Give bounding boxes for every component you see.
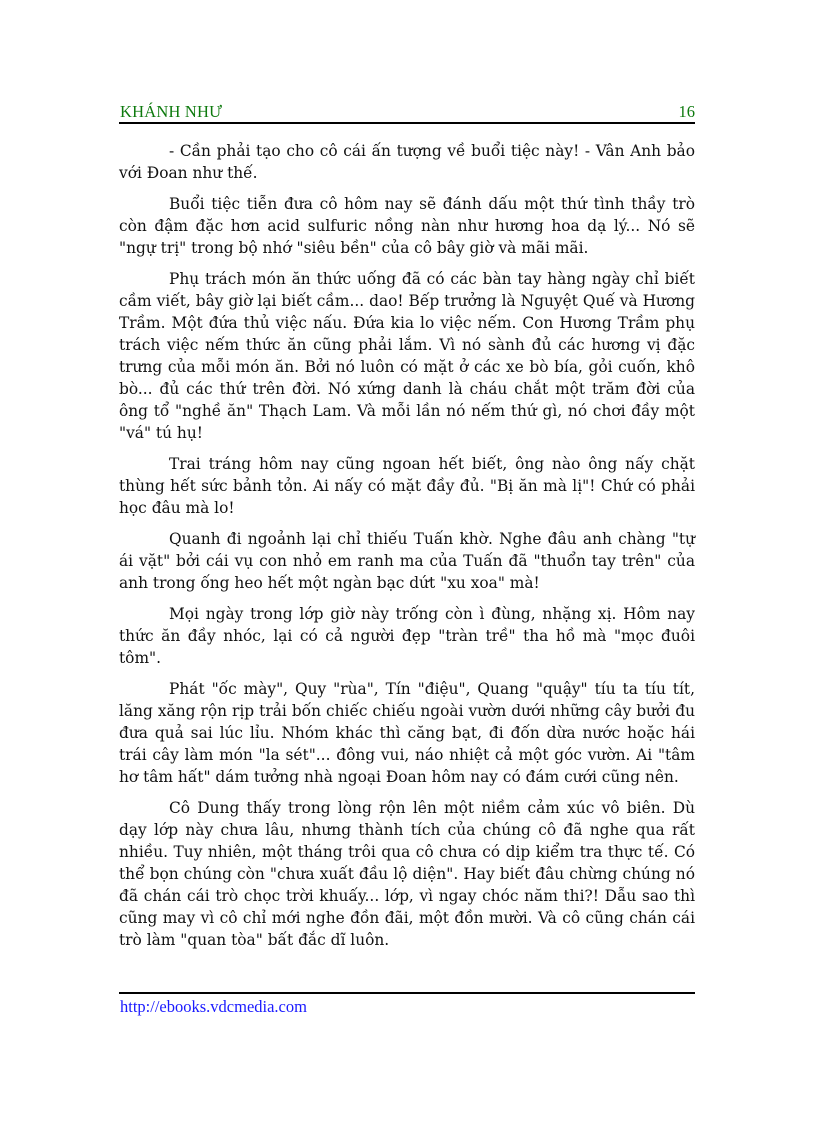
paragraph: - Cần phải tạo cho cô cái ấn tượng về buổi tiệc này! - Vân Anh bảo với Đoan như thế. <box>119 142 695 182</box>
footer-website-link[interactable]: http://ebooks.vdcmedia.com <box>120 997 307 1016</box>
page-header <box>119 100 695 124</box>
paragraph: Trai tráng hôm nay cũng ngoan hết biết, ông nào ông nấy chặt thùng hết sức bảnh tỏn. Ai nấy có mặt đầy đủ. "Bị ăn mà lị"! Chứ có phải học đâu mà lo! <box>119 455 695 517</box>
paragraph: Buổi tiệc tiễn đưa cô hôm nay sẽ đánh dấu một thứ tình thầy trò còn đậm đặc hơn acid sulfuric nồng nàn như hương hoa dạ lý... Nó sẽ "ngự trị" trong bộ nhớ "siêu bền" của cô bây giờ và mãi mãi. <box>119 195 695 257</box>
paragraph: Mọi ngày trong lớp giờ này trống còn ì đùng, nhặng xị. Hôm nay thức ăn đầy nhóc, lại có cả người đẹp "tràn trề" tha hồ mà "mọc đuôi tôm". <box>119 605 695 667</box>
body-text <box>119 140 695 960</box>
paragraph: Quanh đi ngoảnh lại chỉ thiếu Tuấn khờ. Nghe đâu anh chàng "tự ái vặt" bởi cái vụ con nhỏ em ranh ma của Tuấn đã "thuổn tay trên" của anh trong ống heo hết một ngàn bạc dứt "xu xoa" mà! <box>119 530 695 592</box>
paragraph: Cô Dung thấy trong lòng rộn lên một niềm cảm xúc vô biên. Dù dạy lớp này chưa lâu, nhưng thành tích của chúng cô đã nghe qua rất nhiều. Tuy nhiên, một tháng trôi qua cô chưa có dịp kiểm tra thực tế. Có thể bọn chúng còn "chưa xuất đầu lộ diện". Hay biết đâu chừng chúng nó đã chán cái trò chọc trời khuấy... lớp, vì ngay chóc năm thi?! Dẫu sao thì cũng may vì cô chỉ mới nghe đồn đãi, một đồn mười. Và cô cũng chán cái trò làm "quan tòa" bất đắc dĩ luôn. <box>119 799 695 949</box>
paragraph: Phụ trách món ăn thức uống đã có các bàn tay hàng ngày chỉ biết cầm viết, bây giờ lại biết cầm... dao! Bếp trưởng là Nguyệt Quế và Hương Trầm. Một đứa thủ việc nấu. Đứa kia lo việc nếm. Con Hương Trầm phụ trách việc nếm thức ăn cũng phải lắm. Vì nó sành đủ các hương vị đặc trưng của mỗi món ăn. Bởi nó luôn có mặt ở các xe bò bía, gỏi cuốn, khô bò... đủ các thứ trên đời. Nó xứng danh là cháu chắt một trăm đời của ông tổ "nghề ăn" Thạch Lam. Và mỗi lần nó nếm thứ gì, nó chơi đầy một "vá" tú hụ! <box>119 270 695 442</box>
author-name: KHÁNH NHƯ <box>120 102 223 121</box>
paragraph: Phát "ốc mày", Quy "rùa", Tín "điệu", Quang "quậy" tíu ta tíu tít, lăng xăng rộn rịp trải bốn chiếc chiếu ngoài vườn dưới những cây bưởi đu đưa quả sai lúc lỉu. Nhóm khác thì căng bạt, đi đốn dừa nước hoặc hái trái cây làm món "la sét"... đông vui, náo nhiệt cả một góc vườn. Ai "tâm hơ tâm hất" dám tưởng nhà ngoại Đoan hôm nay có đám cưới cũng nên. <box>119 680 695 786</box>
page-number: 16 <box>678 102 695 121</box>
footer-divider <box>119 992 695 994</box>
